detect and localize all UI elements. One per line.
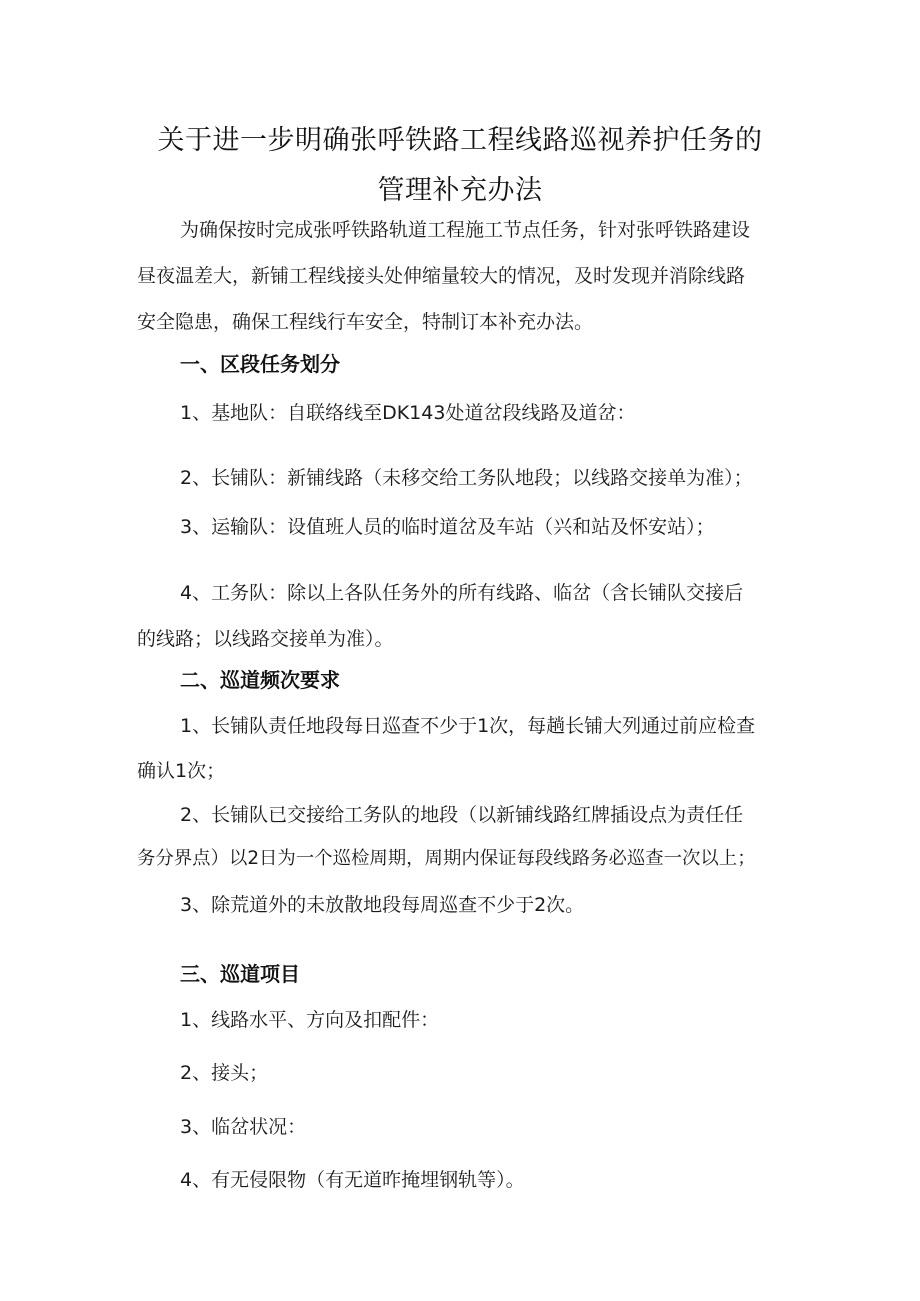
intro-line2: 昼夜温差大，新铺工程线接头处伸缩量较大的情况，及时发现并消除线路 bbox=[137, 265, 746, 287]
intro-line1: 为确保按时完成张呼铁路轨道工程施工节点任务，针对张呼铁路建设 bbox=[180, 219, 751, 241]
section1-item4-line1: 4、工务队：除以上各队任务外的所有线路、临岔（含长铺队交接后 bbox=[180, 582, 744, 604]
section2-heading: 二、巡道频次要求 bbox=[180, 668, 340, 692]
section1-item1: 1、基地队：自联络线至DK143处道岔段线路及道岔： bbox=[180, 402, 636, 424]
document-title-line2: 管理补充办法 bbox=[377, 175, 543, 206]
section3-item1: 1、线路水平、方向及扣配件： bbox=[180, 1009, 440, 1031]
section2-item2-line1: 2、长铺队已交接给工务队的地段（以新铺线路红牌插设点为责任任 bbox=[180, 804, 744, 826]
section2-item1-line2: 确认1次； bbox=[137, 760, 226, 782]
section1-item3: 3、运输队：设值班人员的临时道岔及车站（兴和站及怀安站）； bbox=[180, 516, 715, 538]
intro-line3: 安全隐患，确保工程线行车安全，特制订本补充办法。 bbox=[137, 311, 594, 333]
section2-item2-line2: 务分界点）以2日为一个巡检周期，周期内保证每段线路务必巡查一次以上； bbox=[137, 848, 756, 869]
section3-item4: 4、有无侵限物（有无道昨掩埋钢轨等）。 bbox=[180, 1169, 525, 1191]
section3-item3: 3、临岔状况： bbox=[180, 1116, 307, 1138]
document-title-line1: 关于进一步明确张呼铁路工程线路巡视养护任务的 bbox=[157, 125, 763, 156]
section2-item3: 3、除荒道外的未放散地段每周巡查不少于2次。 bbox=[180, 894, 585, 916]
section1-heading: 一、区段任务划分 bbox=[180, 352, 340, 376]
section2-item1-line1: 1、长铺队责任地段每日巡查不少于1次，每趟长铺大列通过前应检查 bbox=[180, 715, 756, 737]
section1-item2: 2、长铺队：新铺线路（未移交给工务队地段；以线路交接单为准）； bbox=[180, 467, 753, 489]
section1-item4-line2: 的线路；以线路交接单为准）。 bbox=[137, 628, 394, 650]
section3-item2: 2、接头； bbox=[180, 1062, 269, 1084]
section3-heading: 三、巡道项目 bbox=[180, 962, 300, 986]
